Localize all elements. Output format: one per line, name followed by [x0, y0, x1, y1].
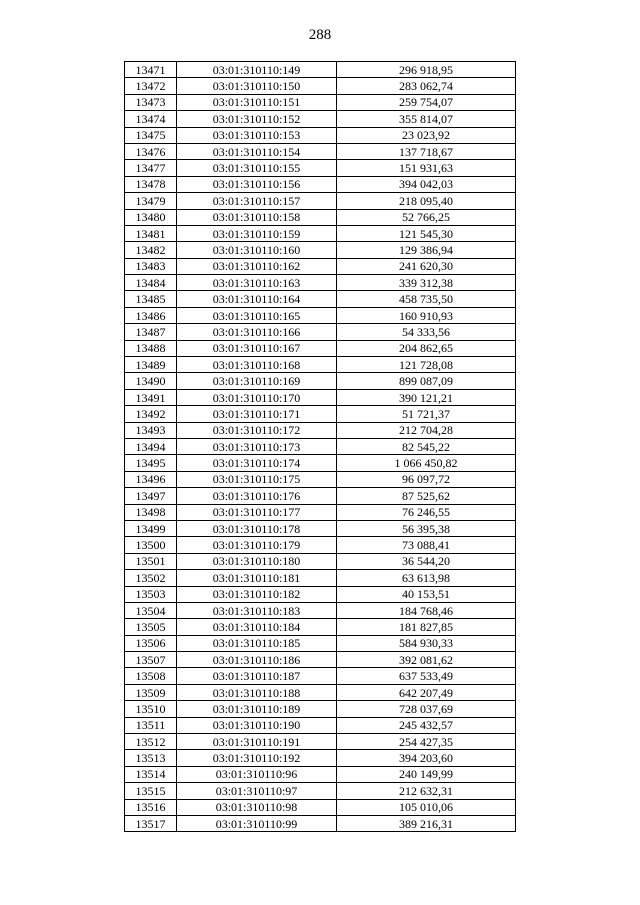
- value-cell: 129 386,94: [337, 242, 516, 258]
- value-cell: 458 735,50: [337, 291, 516, 307]
- value-cell: 389 216,31: [337, 815, 516, 831]
- cadastral-number-cell: 03:01:310110:163: [177, 275, 337, 291]
- row-number-cell: 13513: [125, 750, 177, 766]
- row-number-cell: 13478: [125, 176, 177, 192]
- cadastral-number-cell: 03:01:310110:97: [177, 783, 337, 799]
- row-number-cell: 13514: [125, 766, 177, 782]
- value-cell: 218 095,40: [337, 193, 516, 209]
- table-row: [125, 799, 516, 815]
- value-cell: 151 931,63: [337, 160, 516, 176]
- table-row: [125, 422, 516, 438]
- cadastral-number-cell: 03:01:310110:166: [177, 324, 337, 340]
- value-cell: 245 432,57: [337, 717, 516, 733]
- row-number-cell: 13473: [125, 94, 177, 110]
- value-cell: 204 862,65: [337, 340, 516, 356]
- row-number-cell: 13486: [125, 307, 177, 323]
- page-number: 288: [308, 27, 332, 43]
- table-row: [125, 717, 516, 733]
- table-row: [125, 291, 516, 307]
- cadastral-value-table: [124, 61, 516, 832]
- table-row: [125, 815, 516, 831]
- table-row: [125, 684, 516, 700]
- value-cell: 584 930,33: [337, 635, 516, 651]
- row-number-cell: 13500: [125, 537, 177, 553]
- cadastral-number-cell: 03:01:310110:186: [177, 652, 337, 668]
- table-row: [125, 242, 516, 258]
- table-body: [125, 62, 516, 832]
- cadastral-number-cell: 03:01:310110:188: [177, 684, 337, 700]
- value-cell: 728 037,69: [337, 701, 516, 717]
- value-cell: 87 525,62: [337, 488, 516, 504]
- cadastral-number-cell: 03:01:310110:179: [177, 537, 337, 553]
- row-number-cell: 13507: [125, 652, 177, 668]
- cadastral-number-cell: 03:01:310110:175: [177, 471, 337, 487]
- value-cell: 96 097,72: [337, 471, 516, 487]
- row-number-cell: 13509: [125, 684, 177, 700]
- cadastral-number-cell: 03:01:310110:189: [177, 701, 337, 717]
- table-row: [125, 766, 516, 782]
- row-number-cell: 13517: [125, 815, 177, 831]
- table-row: [125, 373, 516, 389]
- row-number-cell: 13516: [125, 799, 177, 815]
- cadastral-number-cell: 03:01:310110:183: [177, 602, 337, 618]
- row-number-cell: 13472: [125, 78, 177, 94]
- cadastral-number-cell: 03:01:310110:174: [177, 455, 337, 471]
- table-row: [125, 406, 516, 422]
- cadastral-number-cell: 03:01:310110:162: [177, 258, 337, 274]
- cadastral-number-cell: 03:01:310110:184: [177, 619, 337, 635]
- cadastral-number-cell: 03:01:310110:176: [177, 488, 337, 504]
- value-cell: 899 087,09: [337, 373, 516, 389]
- value-cell: 73 088,41: [337, 537, 516, 553]
- cadastral-number-cell: 03:01:310110:187: [177, 668, 337, 684]
- value-cell: 240 149,99: [337, 766, 516, 782]
- value-cell: 76 246,55: [337, 504, 516, 520]
- row-number-cell: 13482: [125, 242, 177, 258]
- value-cell: 121 728,08: [337, 357, 516, 373]
- value-cell: 121 545,30: [337, 225, 516, 241]
- row-number-cell: 13497: [125, 488, 177, 504]
- table-row: [125, 570, 516, 586]
- row-number-cell: 13479: [125, 193, 177, 209]
- value-cell: 54 333,56: [337, 324, 516, 340]
- row-number-cell: 13498: [125, 504, 177, 520]
- value-cell: 105 010,06: [337, 799, 516, 815]
- row-number-cell: 13481: [125, 225, 177, 241]
- cadastral-number-cell: 03:01:310110:181: [177, 570, 337, 586]
- cadastral-number-cell: 03:01:310110:99: [177, 815, 337, 831]
- table-row: [125, 275, 516, 291]
- row-number-cell: 13494: [125, 438, 177, 454]
- row-number-cell: 13505: [125, 619, 177, 635]
- value-cell: 23 023,92: [337, 127, 516, 143]
- cadastral-number-cell: 03:01:310110:98: [177, 799, 337, 815]
- value-cell: 51 721,37: [337, 406, 516, 422]
- row-number-cell: 13502: [125, 570, 177, 586]
- row-number-cell: 13471: [125, 62, 177, 78]
- table-row: [125, 324, 516, 340]
- cadastral-number-cell: 03:01:310110:160: [177, 242, 337, 258]
- table-row: [125, 340, 516, 356]
- row-number-cell: 13493: [125, 422, 177, 438]
- table-row: [125, 176, 516, 192]
- cadastral-number-cell: 03:01:310110:154: [177, 143, 337, 159]
- table-row: [125, 127, 516, 143]
- table-row: [125, 668, 516, 684]
- table-row: [125, 602, 516, 618]
- cadastral-number-cell: 03:01:310110:190: [177, 717, 337, 733]
- table-row: [125, 553, 516, 569]
- value-cell: 160 910,93: [337, 307, 516, 323]
- cadastral-number-cell: 03:01:310110:182: [177, 586, 337, 602]
- value-cell: 1 066 450,82: [337, 455, 516, 471]
- table-row: [125, 258, 516, 274]
- cadastral-number-cell: 03:01:310110:192: [177, 750, 337, 766]
- table-row: [125, 62, 516, 78]
- table-row: [125, 488, 516, 504]
- value-cell: 394 042,03: [337, 176, 516, 192]
- row-number-cell: 13515: [125, 783, 177, 799]
- cadastral-number-cell: 03:01:310110:153: [177, 127, 337, 143]
- cadastral-number-cell: 03:01:310110:168: [177, 357, 337, 373]
- row-number-cell: 13484: [125, 275, 177, 291]
- row-number-cell: 13508: [125, 668, 177, 684]
- row-number-cell: 13489: [125, 357, 177, 373]
- row-number-cell: 13474: [125, 111, 177, 127]
- row-number-cell: 13488: [125, 340, 177, 356]
- table-row: [125, 635, 516, 651]
- value-cell: 259 754,07: [337, 94, 516, 110]
- table-row: [125, 94, 516, 110]
- cadastral-number-cell: 03:01:310110:173: [177, 438, 337, 454]
- row-number-cell: 13480: [125, 209, 177, 225]
- row-number-cell: 13504: [125, 602, 177, 618]
- table-row: [125, 438, 516, 454]
- row-number-cell: 13490: [125, 373, 177, 389]
- cadastral-number-cell: 03:01:310110:178: [177, 520, 337, 536]
- cadastral-number-cell: 03:01:310110:158: [177, 209, 337, 225]
- value-cell: 390 121,21: [337, 389, 516, 405]
- cadastral-number-cell: 03:01:310110:170: [177, 389, 337, 405]
- row-number-cell: 13512: [125, 734, 177, 750]
- table-row: [125, 111, 516, 127]
- cadastral-number-cell: 03:01:310110:169: [177, 373, 337, 389]
- cadastral-number-cell: 03:01:310110:165: [177, 307, 337, 323]
- cadastral-number-cell: 03:01:310110:167: [177, 340, 337, 356]
- row-number-cell: 13511: [125, 717, 177, 733]
- table-row: [125, 143, 516, 159]
- table-row: [125, 586, 516, 602]
- table-row: [125, 193, 516, 209]
- cadastral-number-cell: 03:01:310110:156: [177, 176, 337, 192]
- cadastral-number-cell: 03:01:310110:157: [177, 193, 337, 209]
- value-cell: 394 203,60: [337, 750, 516, 766]
- value-cell: 642 207,49: [337, 684, 516, 700]
- cadastral-number-cell: 03:01:310110:96: [177, 766, 337, 782]
- table-row: [125, 504, 516, 520]
- cadastral-number-cell: 03:01:310110:149: [177, 62, 337, 78]
- value-cell: 212 704,28: [337, 422, 516, 438]
- row-number-cell: 13501: [125, 553, 177, 569]
- value-cell: 339 312,38: [337, 275, 516, 291]
- table-row: [125, 225, 516, 241]
- cadastral-number-cell: 03:01:310110:150: [177, 78, 337, 94]
- row-number-cell: 13499: [125, 520, 177, 536]
- row-number-cell: 13495: [125, 455, 177, 471]
- table-row: [125, 357, 516, 373]
- value-cell: 355 814,07: [337, 111, 516, 127]
- row-number-cell: 13510: [125, 701, 177, 717]
- value-cell: 392 081,62: [337, 652, 516, 668]
- value-cell: 241 620,30: [337, 258, 516, 274]
- table-row: [125, 307, 516, 323]
- cadastral-number-cell: 03:01:310110:151: [177, 94, 337, 110]
- value-cell: 137 718,67: [337, 143, 516, 159]
- value-cell: 637 533,49: [337, 668, 516, 684]
- value-cell: 56 395,38: [337, 520, 516, 536]
- value-cell: 296 918,95: [337, 62, 516, 78]
- table-row: [125, 652, 516, 668]
- row-number-cell: 13487: [125, 324, 177, 340]
- table-row: [125, 619, 516, 635]
- cadastral-number-cell: 03:01:310110:152: [177, 111, 337, 127]
- cadastral-number-cell: 03:01:310110:185: [177, 635, 337, 651]
- row-number-cell: 13496: [125, 471, 177, 487]
- value-cell: 184 768,46: [337, 602, 516, 618]
- row-number-cell: 13485: [125, 291, 177, 307]
- table-row: [125, 471, 516, 487]
- value-cell: 63 613,98: [337, 570, 516, 586]
- value-cell: 52 766,25: [337, 209, 516, 225]
- table-row: [125, 455, 516, 471]
- cadastral-number-cell: 03:01:310110:177: [177, 504, 337, 520]
- table-row: [125, 78, 516, 94]
- table-row: [125, 750, 516, 766]
- cadastral-number-cell: 03:01:310110:191: [177, 734, 337, 750]
- cadastral-number-cell: 03:01:310110:159: [177, 225, 337, 241]
- cadastral-number-cell: 03:01:310110:171: [177, 406, 337, 422]
- table-row: [125, 160, 516, 176]
- table-row: [125, 209, 516, 225]
- row-number-cell: 13483: [125, 258, 177, 274]
- value-cell: 212 632,31: [337, 783, 516, 799]
- cadastral-number-cell: 03:01:310110:164: [177, 291, 337, 307]
- row-number-cell: 13492: [125, 406, 177, 422]
- value-cell: 181 827,85: [337, 619, 516, 635]
- cadastral-number-cell: 03:01:310110:155: [177, 160, 337, 176]
- cadastral-number-cell: 03:01:310110:172: [177, 422, 337, 438]
- value-cell: 40 153,51: [337, 586, 516, 602]
- table-row: [125, 701, 516, 717]
- table-row: [125, 520, 516, 536]
- table-row: [125, 783, 516, 799]
- table-row: [125, 537, 516, 553]
- row-number-cell: 13503: [125, 586, 177, 602]
- row-number-cell: 13506: [125, 635, 177, 651]
- row-number-cell: 13476: [125, 143, 177, 159]
- value-cell: 254 427,35: [337, 734, 516, 750]
- table-row: [125, 734, 516, 750]
- row-number-cell: 13491: [125, 389, 177, 405]
- value-cell: 283 062,74: [337, 78, 516, 94]
- row-number-cell: 13477: [125, 160, 177, 176]
- value-cell: 36 544,20: [337, 553, 516, 569]
- table-row: [125, 389, 516, 405]
- value-cell: 82 545,22: [337, 438, 516, 454]
- row-number-cell: 13475: [125, 127, 177, 143]
- cadastral-number-cell: 03:01:310110:180: [177, 553, 337, 569]
